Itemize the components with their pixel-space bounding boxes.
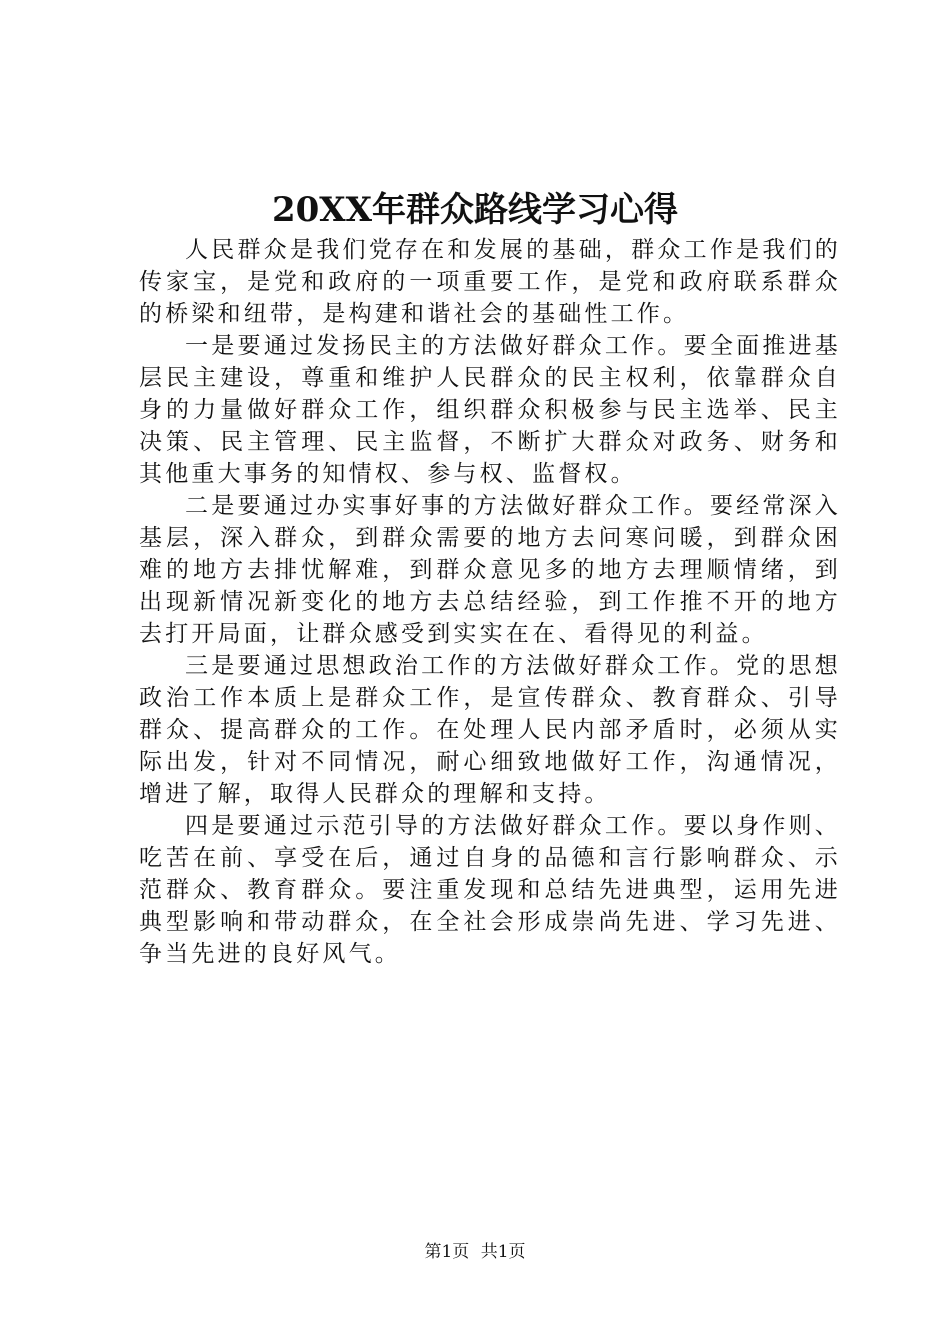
paragraph-point-one: 一是要通过发扬民主的方法做好群众工作。要全面推进基层民主建设，尊重和维护人民群众的民主权利，依靠群众自身的力量做好群众工作，组织群众积极参与民主选举、民主决策、民主管理、民主监督，不断扩大群众对政务、财务和其他重大事务的知情权、参与权、监督权。 xyxy=(139,333,841,487)
paragraph-point-four: 四是要通过示范引导的方法做好群众工作。要以身作则、吃苦在前、享受在后，通过自身的品德和言行影响群众、示范群众、教育群众。要注重发现和总结先进典型，运用先进典型影响和带动群众，在全社会形成崇尚先进、学习先进、争当先进的良好风气。 xyxy=(139,813,841,967)
paragraph-point-three: 三是要通过思想政治工作的方法做好群众工作。党的思想政治工作本质上是群众工作，是宣传群众、教育群众、引导群众、提高群众的工作。在处理人民内部矛盾时，必须从实际出发，针对不同情况，耐心细致地做好工作，沟通情况，增进了解，取得人民群众的理解和支持。 xyxy=(139,653,841,807)
page-total: 共1页 xyxy=(480,1242,526,1262)
paragraph-intro: 人民群众是我们党存在和发展的基础，群众工作是我们的传家宝，是党和政府的一项重要工作，是党和政府联系群众的桥梁和纽带，是构建和谐社会的基础性工作。 xyxy=(139,237,841,327)
document-title: 20XX年群众路线学习心得 xyxy=(271,190,679,230)
page-footer xyxy=(0,1240,950,1264)
paragraph-point-two: 二是要通过办实事好事的方法做好群众工作。要经常深入基层，深入群众，到群众需要的地方去问寒问暖，到群众困难的地方去排忧解难，到群众意见多的地方去理顺情绪，到出现新情况新变化的地方去总结经验，到工作推不开的地方去打开局面，让群众感受到实实在在、看得见的利益。 xyxy=(139,493,841,647)
document-body xyxy=(139,234,841,970)
page-number: 第1页 xyxy=(424,1242,470,1262)
